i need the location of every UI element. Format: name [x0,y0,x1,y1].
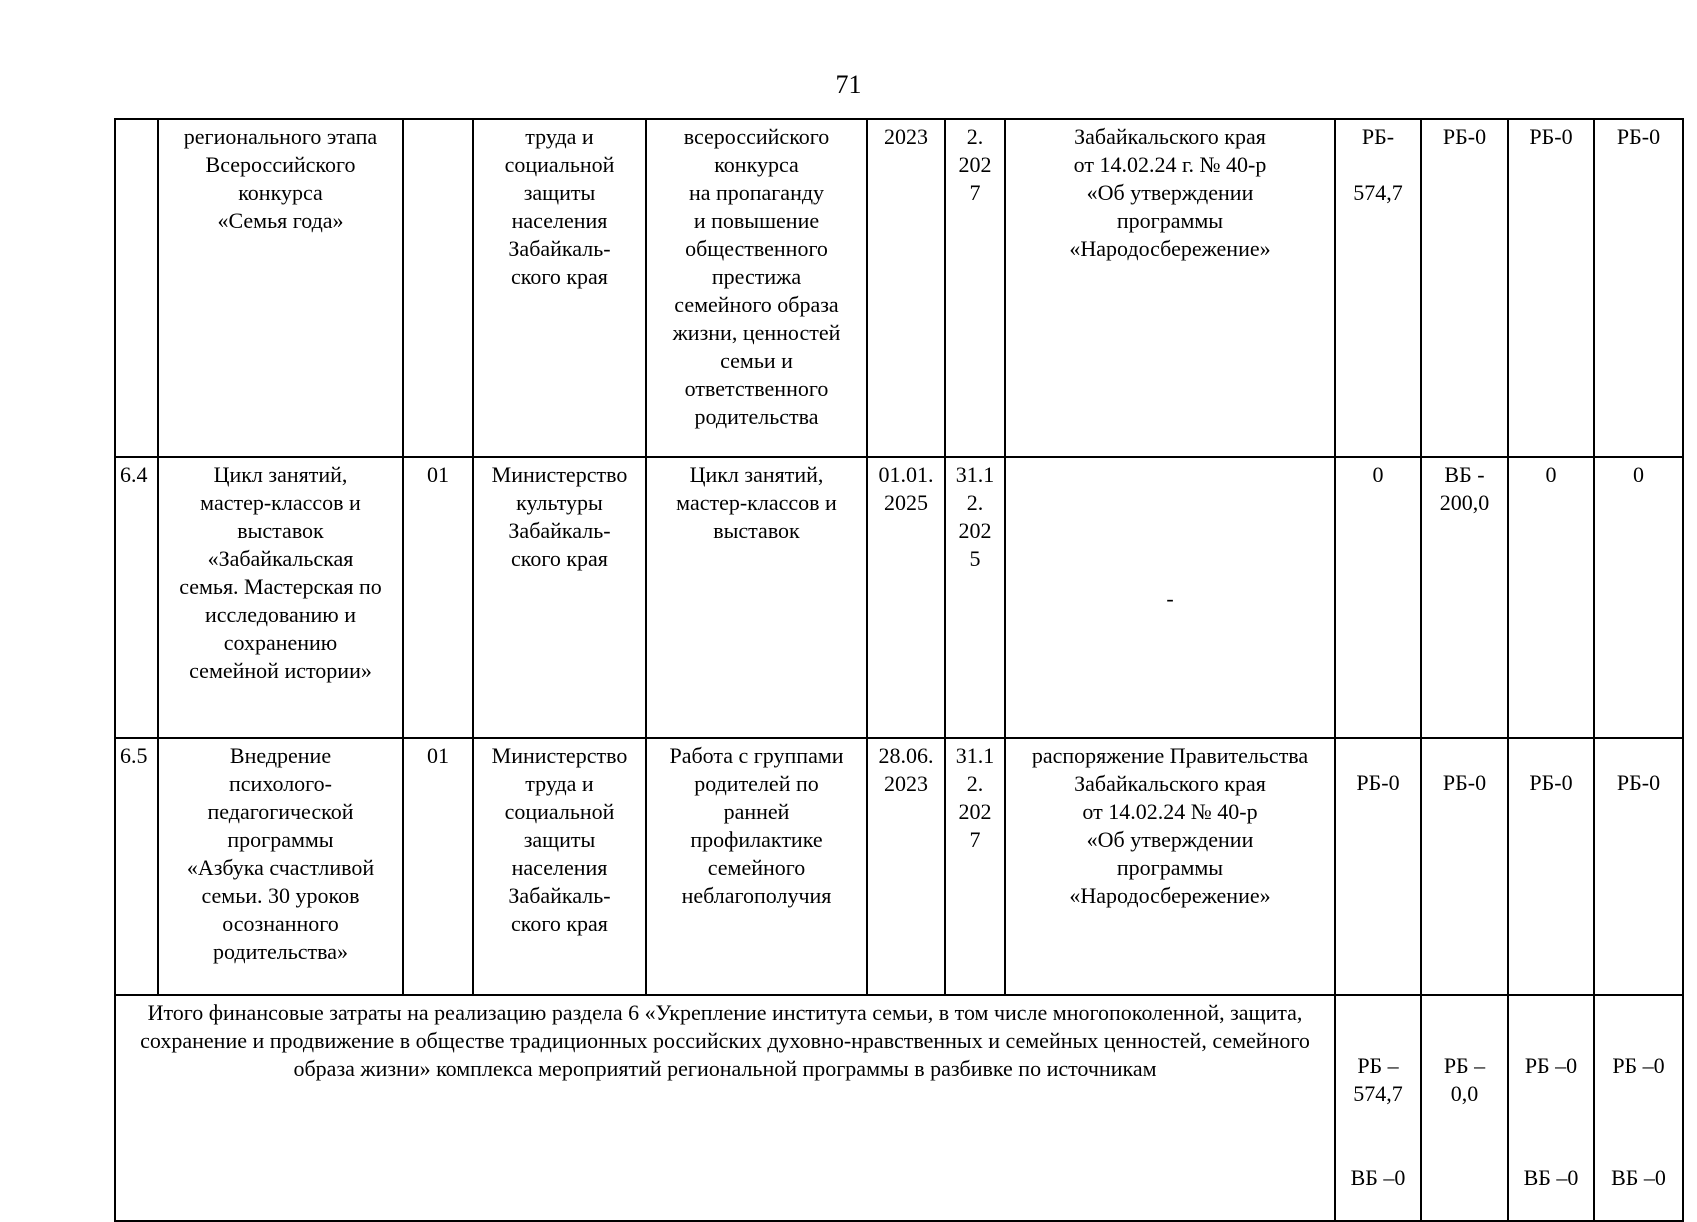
executor: Министерство труда и социальной защиты населения Забайкаль- ского края [473,738,646,995]
row-number: 6.4 [115,457,158,738]
end-date: 2. 202 7 [945,119,1005,457]
total-rb-value: РБ – 0,0 [1443,1053,1486,1106]
table-row [115,119,1683,457]
total-funding-year-3 [1508,995,1594,1221]
total-rb-value: РБ – 574,7 [1353,1053,1403,1106]
funding-year-4: 0 [1594,457,1683,738]
row-number: 6.5 [115,738,158,995]
code [403,119,473,457]
event-name: Цикл занятий, мастер-классов и выставок «Забайкальская семья. Мастерская по исследованию и сохранению семейной истории» [158,457,403,738]
start-date: 01.01. 2025 [867,457,945,738]
executor: Министерство культуры Забайкаль- ского края [473,457,646,738]
program-table [114,118,1684,1222]
table-row [115,457,1683,738]
result: Цикл занятий, мастер-классов и выставок [646,457,867,738]
total-funding-year-1 [1335,995,1421,1221]
funding-year-4: РБ-0 [1594,119,1683,457]
funding-year-3: РБ-0 [1508,738,1594,995]
funding-year-3: РБ-0 [1508,119,1594,457]
executor: труда и социальной защиты населения Забайкаль- ского края [473,119,646,457]
row-number [115,119,158,457]
start-date: 2023 [867,119,945,457]
legal-document: Забайкальского края от 14.02.24 г. № 40-р «Об утверждении программы «Народосбережение» [1005,119,1335,457]
funding-year-1: РБ- 574,7 [1335,119,1421,457]
funding-year-1: 0 [1335,457,1421,738]
total-row [115,995,1683,1221]
total-vb-value: ВБ –0 [1350,1165,1406,1190]
total-label: Итого финансовые затраты на реализацию раздела 6 «Укрепление института семьи, в том числе многопоколенной, защита, сохранение и продвижение в обществе традиционных российских духовно-нравственных и семейных ценностей, семейного образа жизни» комплекса мероприятий региональной программы в разбивке по источникам [115,995,1335,1221]
legal-document: - [1005,457,1335,738]
result: всероссийского конкурса на пропаганду и повышение общественного престижа семейного образа жизни, ценностей семьи и ответственного родительства [646,119,867,457]
total-vb-value: ВБ –0 [1523,1165,1579,1190]
total-rb-value: РБ –0 [1612,1053,1665,1078]
funding-year-1: РБ-0 [1335,738,1421,995]
code: 01 [403,738,473,995]
funding-year-2: ВБ - 200,0 [1421,457,1508,738]
funding-year-4: РБ-0 [1594,738,1683,995]
table-row [115,738,1683,995]
total-funding-year-2 [1421,995,1508,1221]
end-date: 31.1 2. 202 7 [945,738,1005,995]
total-rb-value: РБ –0 [1524,1053,1578,1078]
page-number: 71 [835,70,862,99]
event-name: Внедрение психолого- педагогической программы «Азбука счастливой семьи. 30 уроков осознанного родительства» [158,738,403,995]
legal-document: распоряжение Правительства Забайкальского края от 14.02.24 № 40-р «Об утверждении программы «Народосбережение» [1005,738,1335,995]
total-vb-value: ВБ –0 [1611,1165,1666,1190]
result: Работа с группами родителей по ранней профилактике семейного неблагополучия [646,738,867,995]
end-date: 31.1 2. 202 5 [945,457,1005,738]
funding-year-2: РБ-0 [1421,119,1508,457]
total-funding-year-4 [1594,995,1683,1221]
start-date: 28.06. 2023 [867,738,945,995]
funding-year-2: РБ-0 [1421,738,1508,995]
code: 01 [403,457,473,738]
event-name: регионального этапа Всероссийского конкурса «Семья года» [158,119,403,457]
funding-year-3: 0 [1508,457,1594,738]
